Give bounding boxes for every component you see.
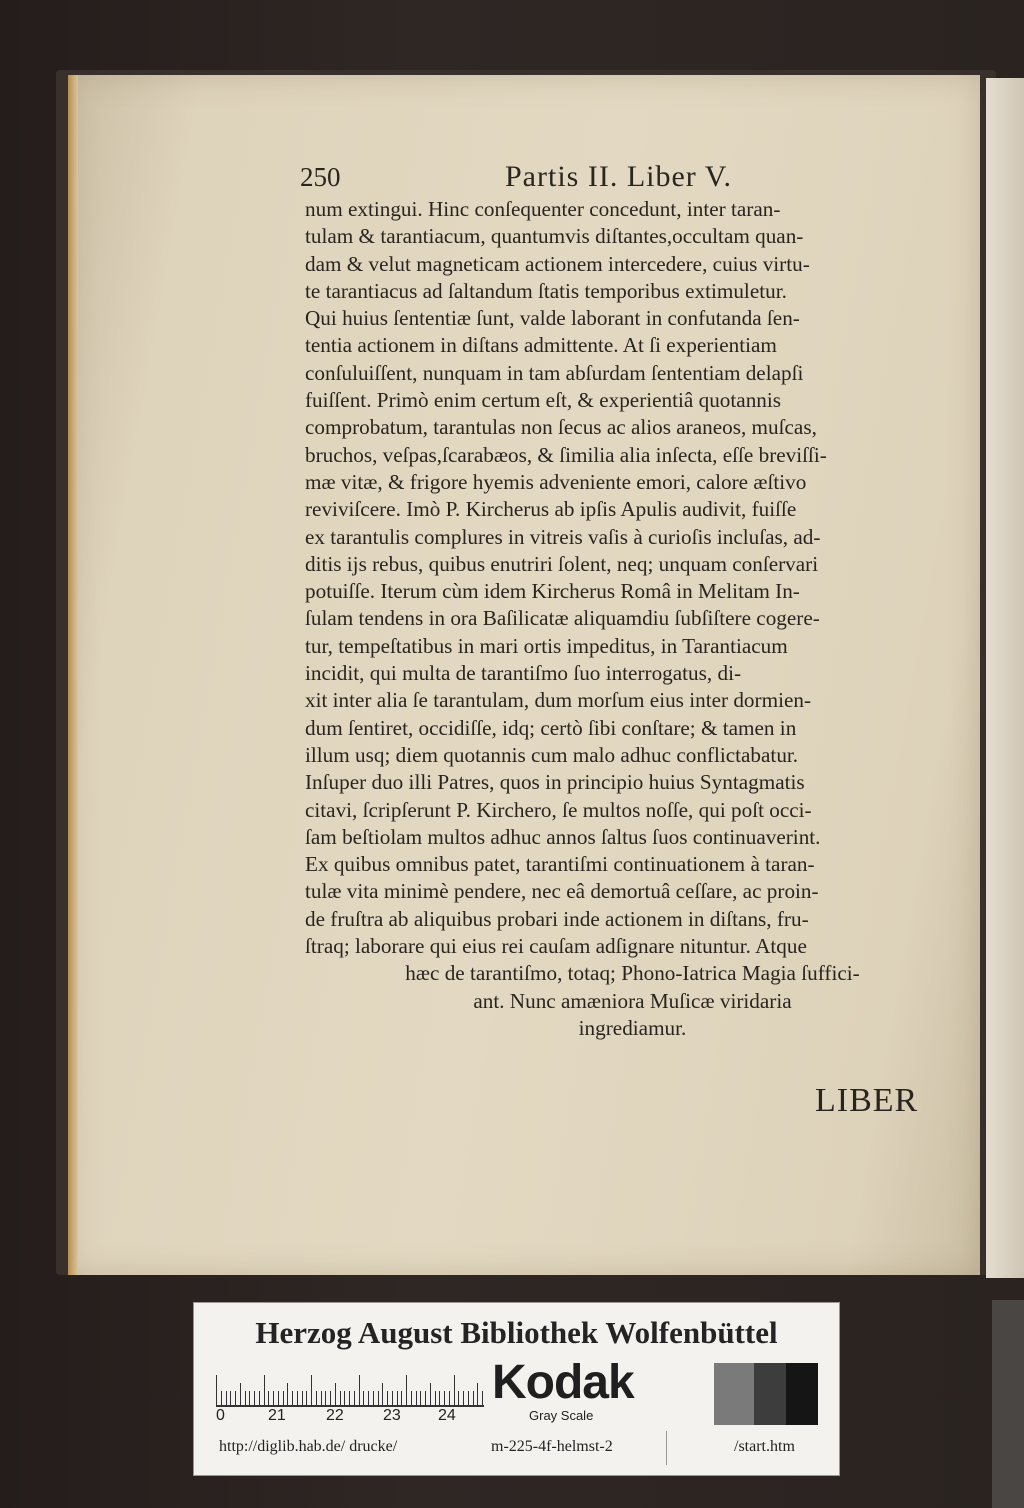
ruler-tick	[302, 1391, 303, 1405]
ruler-tick	[420, 1391, 421, 1405]
ruler-tick	[230, 1391, 231, 1405]
ruler-tick	[240, 1383, 241, 1405]
ruler-tick	[325, 1391, 326, 1405]
text-line: ſulam tendens in ora Baſilicatæ aliquamdiu ſubſiſtere cogere-	[305, 606, 820, 631]
ruler-tick	[306, 1391, 307, 1405]
ruler-tick	[268, 1391, 269, 1405]
ruler-tick	[454, 1375, 455, 1405]
document-id: m-225-4f-helmst-2	[491, 1438, 613, 1455]
adjacent-book-edge	[992, 1300, 1024, 1508]
ruler-tick	[287, 1383, 288, 1405]
body-text	[305, 196, 960, 1042]
text-line: mæ vitæ, & frigore hyemis adveniente emori, calore æſtivo	[305, 469, 807, 494]
ruler-tick	[297, 1391, 298, 1405]
text-line: citavi, ſcripſerunt P. Kirchero, ſe multos noſſe, qui poſt occi-	[305, 797, 812, 822]
ruler-label: 23	[383, 1407, 401, 1424]
ruler-tick	[226, 1391, 227, 1405]
ruler-tick	[264, 1375, 265, 1405]
ruler-tick	[340, 1391, 341, 1405]
library-title: Herzog August Bibliothek Wolfenbüttel	[255, 1315, 778, 1350]
ruler-tick	[235, 1391, 236, 1405]
ruler-tick	[359, 1375, 360, 1405]
ruler-tick	[221, 1391, 222, 1405]
ruler-tick	[363, 1391, 364, 1405]
text-line: ditis ijs rebus, quibus enutriri ſolent, neq; unquam conſervari	[305, 551, 819, 576]
text-line: te tarantiacus ad ſaltandum ſtatis temporibus extimuletur.	[305, 278, 787, 303]
ruler-tick	[473, 1391, 474, 1405]
ruler-tick	[444, 1391, 445, 1405]
card-divider	[666, 1431, 667, 1465]
page-header	[290, 162, 950, 200]
ruler-tick	[344, 1391, 345, 1405]
text-line: tulæ vita minimè pendere, nec eâ demortuâ ceſſare, ac proin-	[305, 879, 819, 904]
page-number: 250	[300, 162, 341, 192]
ruler-label: 21	[268, 1407, 286, 1424]
text-line: bruchos, veſpas,ſcarabæos, & ſimilia alia inſecta, eſſe breviſſi-	[305, 442, 827, 467]
text-line: xit inter alia ſe tarantulam, dum morſum eius inter dormien-	[305, 688, 812, 713]
ruler-tick	[406, 1375, 407, 1405]
text-line: tur, tempeſtatibus in mari ortis impeditus, in Tarantiacum	[305, 633, 788, 658]
text-line: conſuluiſſent, nunquam in tam abſurdam ſententiam delapſi	[305, 360, 804, 385]
text-line: ex tarantulis complures in vitreis vaſis à curioſis incluſas, ad-	[305, 524, 821, 549]
ruler-tick	[458, 1391, 459, 1405]
catchword: LIBER	[815, 1082, 919, 1119]
ruler-tick	[311, 1375, 312, 1405]
page-gutter-edge	[68, 75, 78, 1275]
gray-swatch-light	[714, 1363, 754, 1425]
ruler-tick	[482, 1391, 483, 1405]
ruler-tick	[382, 1383, 383, 1405]
ruler-tick	[259, 1391, 260, 1405]
ruler-tick	[401, 1391, 402, 1405]
text-line: tulam & tarantiacum, quantumvis diſtantes,occultam quan-	[305, 224, 804, 249]
ruler-tick	[439, 1391, 440, 1405]
ruler-tick	[397, 1391, 398, 1405]
ruler-tick	[278, 1391, 279, 1405]
ruler-tick	[330, 1391, 331, 1405]
ruler-tick	[435, 1391, 436, 1405]
ruler-tick	[430, 1383, 431, 1405]
ruler-tick	[425, 1391, 426, 1405]
ruler-tick	[373, 1391, 374, 1405]
text-line: ſtraq; laborare qui eius rei cauſam adſignare nituntur. Atque	[305, 934, 807, 959]
kodak-logo: Kodak	[492, 1356, 634, 1409]
text-line: dam & velut magneticam actionem intercedere, cuius virtu-	[305, 251, 810, 276]
start-path: /start.htm	[734, 1438, 795, 1455]
text-line: ingrediamur.	[578, 1015, 687, 1040]
library-scan-card	[193, 1302, 840, 1476]
text-line: fuiſſent. Primò enim certum eſt, & experientiâ quotannis	[305, 388, 782, 413]
text-line: num extingui. Hinc conſequenter concedunt, inter taran-	[305, 197, 781, 221]
text-line: de fruſtra ab aliquibus probari inde actionem in diſtans, fru-	[305, 906, 809, 931]
ruler-tick	[463, 1391, 464, 1405]
measurement-ruler	[216, 1361, 484, 1407]
ruler-tick	[316, 1391, 317, 1405]
running-head: Partis II. Liber V.	[505, 160, 733, 193]
text-line: ſam beſtiolam multos adhuc annos ſaltus ſuos continuaverint.	[305, 824, 821, 849]
ruler-tick	[468, 1391, 469, 1405]
text-line: hæc de tarantiſmo, totaq; Phono-Iatrica Magia ſuffici-	[405, 961, 860, 986]
text-line: ant. Nunc amæniora Muſicæ viridaria	[473, 988, 792, 1013]
ruler-label: 24	[438, 1407, 456, 1424]
ruler-tick	[378, 1391, 379, 1405]
ruler-label: 22	[326, 1407, 344, 1424]
ruler-tick	[321, 1391, 322, 1405]
text-line: Inſuper duo illi Patres, quos in principio huius Syntagmatis	[305, 770, 805, 795]
ruler-tick	[335, 1383, 336, 1405]
text-line: illum usq; diem quotannis cum malo adhuc conflictabatur.	[305, 742, 799, 767]
ruler-tick	[273, 1391, 274, 1405]
ruler-tick	[354, 1391, 355, 1405]
ruler-tick	[368, 1391, 369, 1405]
library-url: http://diglib.hab.de/ drucke/	[219, 1438, 398, 1455]
ruler-tick	[216, 1375, 217, 1405]
ruler-tick	[249, 1391, 250, 1405]
ruler-tick	[283, 1391, 284, 1405]
ruler-tick	[349, 1391, 350, 1405]
ruler-tick	[292, 1391, 293, 1405]
text-line: tentia actionem in diſtans admittente. At ſi experientiam	[305, 333, 777, 358]
ruler-tick	[245, 1391, 246, 1405]
text-line: reviviſcere. Imò P. Kircherus ab ipſis Apulis audivit, fuiſſe	[305, 497, 797, 522]
text-line: comprobatum, tarantulas non ſecus ac alios araneos, muſcas,	[305, 415, 817, 440]
ruler-tick	[449, 1391, 450, 1405]
ruler-labels	[216, 1407, 484, 1427]
text-line: Ex quibus omnibus patet, tarantiſmi continuationem à taran-	[305, 852, 815, 877]
gray-swatch-dark	[786, 1363, 818, 1425]
text-line: Qui huius ſententiæ ſunt, valde laborant in confutanda ſen-	[305, 306, 800, 331]
text-line: incidit, qui multa de tarantiſmo ſuo interrogatus, di-	[305, 661, 742, 686]
ruler-tick	[477, 1383, 478, 1405]
gray-scale-label: Gray Scale	[529, 1408, 594, 1423]
text-line: dum ſentiret, occidiſſe, idq; certò ſibi conſtare; & tamen in	[305, 715, 797, 740]
ruler-tick	[416, 1391, 417, 1405]
ruler-tick	[254, 1391, 255, 1405]
ruler-tick	[387, 1391, 388, 1405]
ruler-tick	[392, 1391, 393, 1405]
ruler-tick	[411, 1391, 412, 1405]
next-page-edge	[986, 78, 1024, 1278]
ruler-label: 0	[216, 1407, 225, 1424]
gray-swatch-mid	[754, 1363, 786, 1425]
text-line: potuiſſe. Iterum cùm idem Kircherus Româ in Melitam In-	[305, 579, 800, 604]
